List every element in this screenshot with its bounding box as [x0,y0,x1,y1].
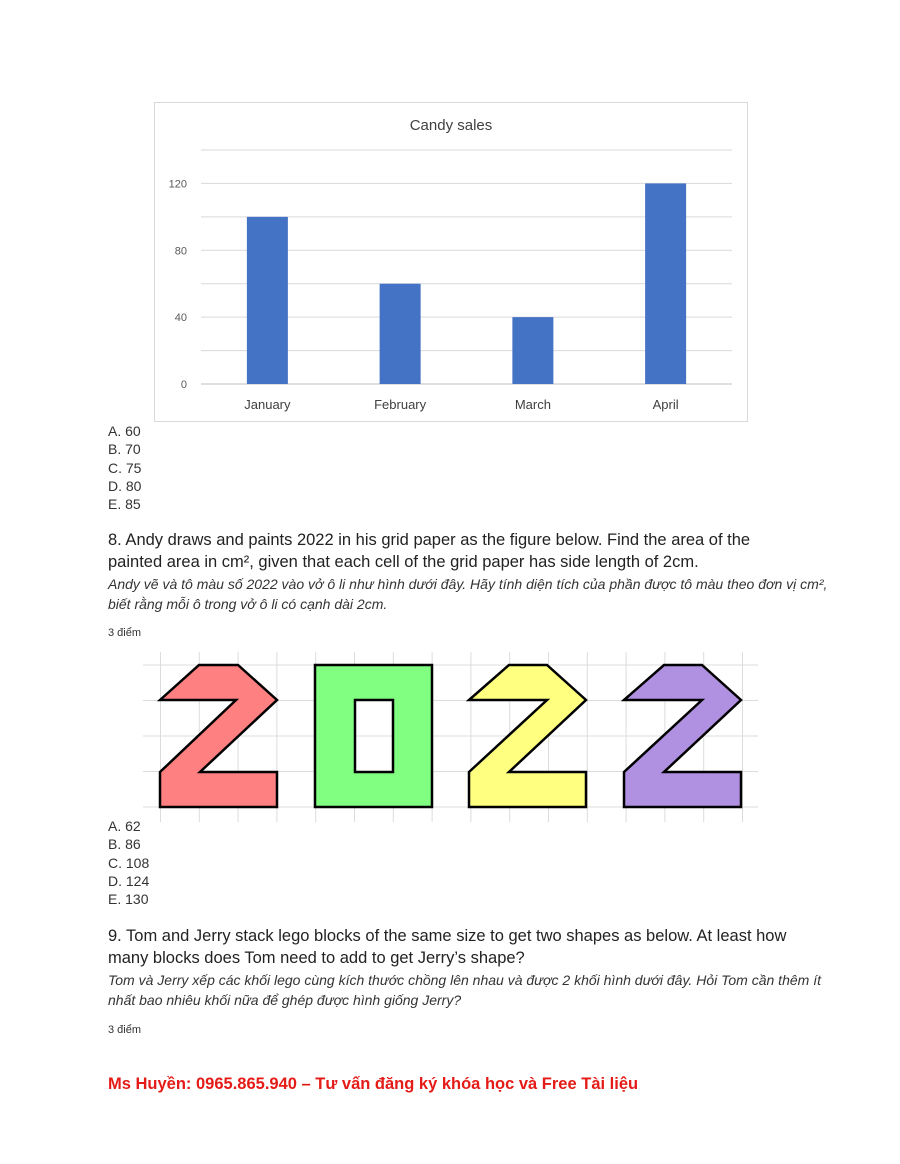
q8-options [108,817,149,908]
q9-points: 3 điểm [108,1024,142,1036]
x-tick-label: January [244,397,291,412]
option-e[interactable]: E. 85 [108,496,141,513]
option-c[interactable]: C. 75 [108,459,142,476]
candy-sales-chart [154,102,748,422]
q9-question-en: 9. Tom and Jerry stack lego blocks of the same size to get two shapes as below. At least how many blocks does Tom need to add to get Jerry’s shape? [108,927,787,967]
x-tick-label: April [652,397,679,412]
option-e[interactable]: E. 130 [108,891,149,908]
x-tick-label: February [374,397,427,412]
bar-april [645,183,686,384]
option-c[interactable]: C. 108 [108,854,150,871]
bar-march [512,317,553,384]
q8-question-vi: Andy vẽ và tô màu số 2022 vào vở ô li như hình dưới đây. Hãy tính diện tích của phần được tô màu theo đơn vị cm², biết rằng mỗi ô trong vở ô li có cạnh dài 2cm. [108,576,828,612]
option-a[interactable]: A. 62 [108,818,141,834]
option-a[interactable]: A. 60 [108,423,141,439]
option-b[interactable]: B. 86 [108,836,141,853]
footer-contact: Ms Huyền: 0965.865.940 – Tư vấn đăng ký khóa học và Free Tài liệu [108,1075,639,1093]
option-b[interactable]: B. 70 [108,441,141,458]
q8-points: 3 điểm [108,627,142,639]
grid-2022-figure [143,652,758,822]
y-tick-label: 120 [168,178,187,191]
chart-title: Candy sales [409,117,493,134]
y-tick-label: 40 [174,312,187,325]
bar-february [380,284,421,384]
chart-svg [155,103,747,421]
y-tick-label: 0 [180,379,187,391]
x-tick-label: March [514,397,551,412]
q7-options [108,422,141,513]
bar-january [247,217,288,384]
option-d[interactable]: D. 80 [108,477,142,494]
y-tick-label: 80 [174,245,187,258]
q9-question-vi: Tom và Jerry xếp các khối lego cùng kích thước chồng lên nhau và được 2 khối hình dưới đây. Hỏi Tom cần thêm ít nhất bao nhiêu khối nữa để ghép được hình giống Jerry? [108,972,821,1008]
q8-question-en: 8. Andy draws and paints 2022 in his grid paper as the figure below. Find the area of the painted area in cm², given that each cell of the grid paper has side length of 2cm. [108,531,751,571]
option-d[interactable]: D. 124 [108,872,150,889]
